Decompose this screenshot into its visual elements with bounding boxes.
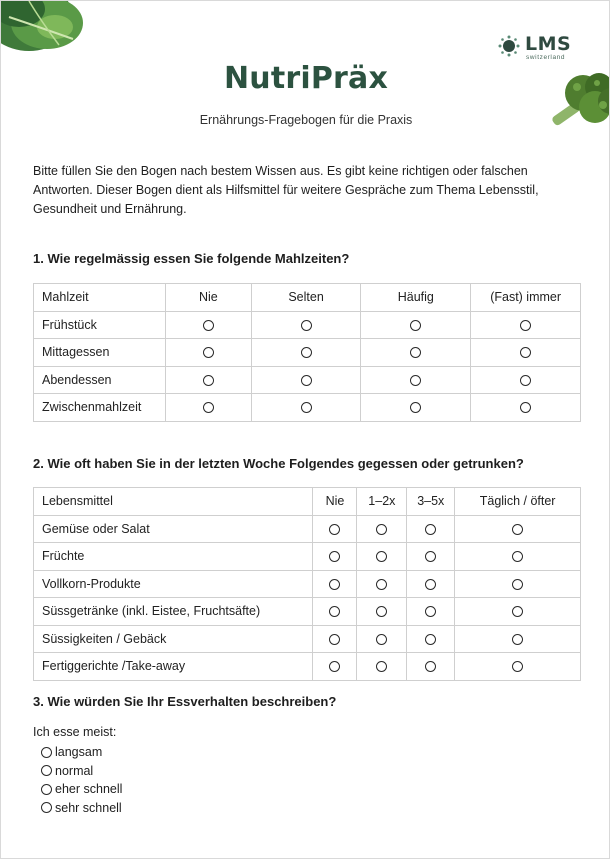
question-2-heading: 2. Wie oft haben Sie in der letzten Woche Folgendes gegessen oder getrunken? <box>33 456 524 471</box>
radio-button[interactable] <box>425 579 436 590</box>
option-label: normal <box>55 763 94 778</box>
radio-button[interactable] <box>425 606 436 617</box>
radio-button[interactable] <box>41 784 52 795</box>
logo-subtext: switzerland <box>526 54 566 61</box>
radio-button[interactable] <box>41 765 52 776</box>
lms-logo <box>498 33 580 63</box>
radio-button[interactable] <box>41 802 52 813</box>
column-header: Häufig <box>361 284 471 312</box>
radio-button[interactable] <box>329 606 340 617</box>
radio-button[interactable] <box>301 320 312 331</box>
table-row <box>34 311 581 339</box>
logo-text: LMS <box>525 33 572 55</box>
table-row <box>34 598 581 626</box>
option-langsam[interactable] <box>41 743 122 762</box>
radio-button[interactable] <box>301 347 312 358</box>
column-header: 1–2x <box>357 488 407 516</box>
table-row <box>34 515 581 543</box>
row-label: Vollkorn-Produkte <box>34 570 313 598</box>
column-header: Nie <box>313 488 357 516</box>
table-row <box>34 653 581 681</box>
page-subtitle: Ernährungs-Fragebogen für die Praxis <box>199 113 413 127</box>
table-row <box>34 543 581 571</box>
radio-button[interactable] <box>41 747 52 758</box>
radio-button[interactable] <box>425 634 436 645</box>
radio-button[interactable] <box>376 634 387 645</box>
radio-button[interactable] <box>425 551 436 562</box>
intro-text: Bitte füllen Sie den Bogen nach bestem Wissen aus. Es gibt keine richtigen oder falschen Antworten. Dieser Bogen dient als Hilfsmittel für weitere Gespräche zum Thema Lebensstil, Gesundheit und Ernährung. <box>33 164 539 216</box>
table-row <box>34 366 581 394</box>
question-1-heading: 1. Wie regelmässig essen Sie folgende Mahlzeiten? <box>33 251 350 266</box>
option-label: sehr schnell <box>55 800 122 815</box>
table-row <box>34 394 581 422</box>
radio-button[interactable] <box>512 579 523 590</box>
radio-button[interactable] <box>301 375 312 386</box>
option-sehr-schnell[interactable] <box>41 799 122 818</box>
lms-logo-icon <box>498 35 520 57</box>
radio-button[interactable] <box>512 634 523 645</box>
column-header: 3–5x <box>407 488 455 516</box>
column-header: Lebensmittel <box>34 488 313 516</box>
row-label: Fertiggerichte /Take-away <box>34 653 313 681</box>
row-label: Gemüse oder Salat <box>34 515 313 543</box>
radio-button[interactable] <box>520 347 531 358</box>
radio-button[interactable] <box>410 347 421 358</box>
radio-button[interactable] <box>203 375 214 386</box>
radio-button[interactable] <box>376 606 387 617</box>
radio-button[interactable] <box>512 524 523 535</box>
radio-button[interactable] <box>376 661 387 672</box>
row-label: Früchte <box>34 543 313 571</box>
meal-frequency-table <box>33 283 581 422</box>
page-title: NutriPräx <box>223 61 389 96</box>
radio-button[interactable] <box>329 579 340 590</box>
radio-button[interactable] <box>329 661 340 672</box>
table-row <box>34 570 581 598</box>
table-row <box>34 339 581 367</box>
radio-button[interactable] <box>203 347 214 358</box>
column-header: Täglich / öfter <box>455 488 581 516</box>
row-label: Süssigkeiten / Gebäck <box>34 625 313 653</box>
radio-button[interactable] <box>520 320 531 331</box>
column-header: (Fast) immer <box>471 284 581 312</box>
radio-button[interactable] <box>410 375 421 386</box>
radio-button[interactable] <box>329 551 340 562</box>
row-label: Süssgetränke (inkl. Eistee, Fruchtsäfte) <box>34 598 313 626</box>
row-label: Abendessen <box>34 366 166 394</box>
option-label: eher schnell <box>55 782 123 797</box>
radio-button[interactable] <box>512 661 523 672</box>
option-normal[interactable] <box>41 762 122 781</box>
question-3-lead: Ich esse meist: <box>33 725 117 739</box>
radio-button[interactable] <box>301 402 312 413</box>
option-label: langsam <box>55 745 103 760</box>
food-frequency-table <box>33 487 581 681</box>
question-3-heading: 3. Wie würden Sie Ihr Essverhalten beschreiben? <box>33 694 337 709</box>
radio-button[interactable] <box>329 634 340 645</box>
row-label: Frühstück <box>34 311 166 339</box>
radio-button[interactable] <box>520 402 531 413</box>
radio-button[interactable] <box>425 661 436 672</box>
radio-button[interactable] <box>512 551 523 562</box>
radio-button[interactable] <box>329 524 340 535</box>
row-label: Mittagessen <box>34 339 166 367</box>
table-row <box>34 625 581 653</box>
radio-button[interactable] <box>410 402 421 413</box>
radio-button[interactable] <box>376 524 387 535</box>
radio-button[interactable] <box>203 402 214 413</box>
row-label: Zwischenmahlzeit <box>34 394 166 422</box>
eating-speed-options <box>41 743 122 817</box>
column-header: Nie <box>165 284 251 312</box>
option-eher-schnell[interactable] <box>41 780 122 799</box>
radio-button[interactable] <box>376 551 387 562</box>
radio-button[interactable] <box>512 606 523 617</box>
column-header: Selten <box>251 284 361 312</box>
lettuce-image <box>0 0 97 59</box>
radio-button[interactable] <box>203 320 214 331</box>
table-header-row <box>34 284 581 312</box>
radio-button[interactable] <box>376 579 387 590</box>
radio-button[interactable] <box>425 524 436 535</box>
radio-button[interactable] <box>520 375 531 386</box>
column-header: Mahlzeit <box>34 284 166 312</box>
radio-button[interactable] <box>410 320 421 331</box>
table-header-row <box>34 488 581 516</box>
